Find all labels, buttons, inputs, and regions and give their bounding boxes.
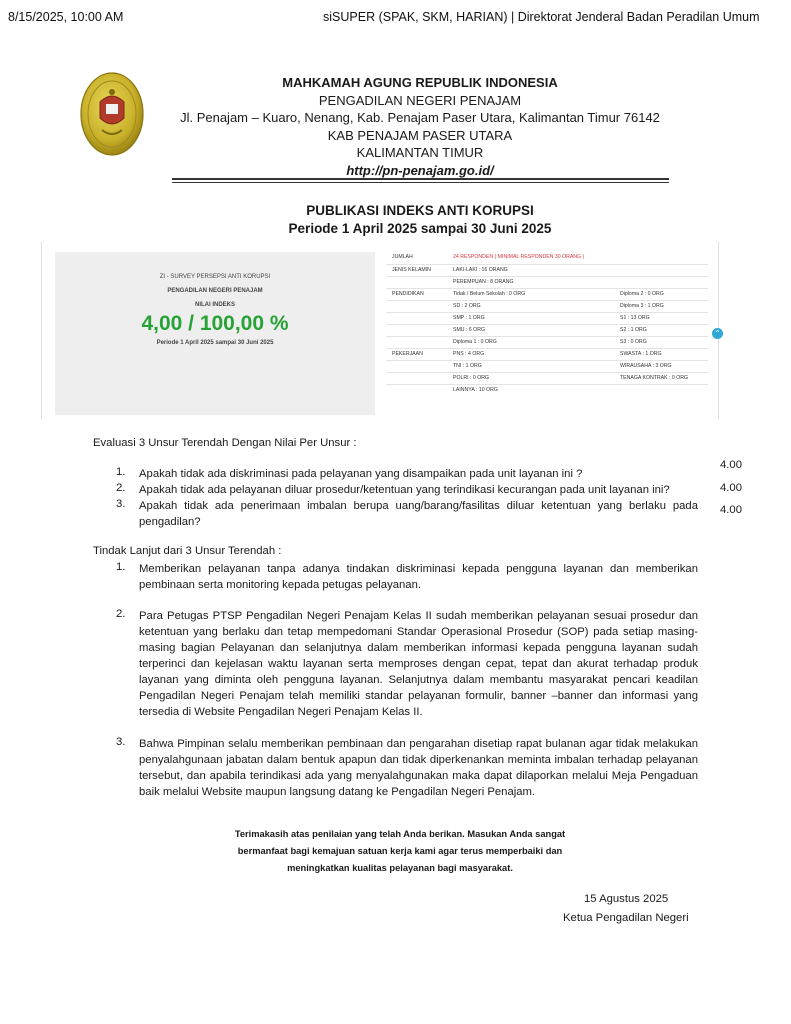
gender-label: JENIS KELAMIN xyxy=(392,267,431,273)
job-item: POLRI : 0 ORG xyxy=(453,375,490,381)
evaluation-number: 3. xyxy=(116,498,126,510)
followup-text: Bahwa Pimpinan selalu memberikan pembinaan dan pengarahan disetiap rapat bulanan agar tidak melakukan penyalahgunaan jabatan dalam bentuk apapun dan tidak diperkenankan meminta imbalan terhadap pelayanan tersebut, dan apabila terindikasi ada yang menyalahgunakan maka dapat dilaporkan melalui Meja Pengaduan baik melalui Website maupun langsung datang ke Pengadilan Negeri Penajam. xyxy=(139,738,698,798)
followup-number: 3. xyxy=(116,736,126,748)
letterhead-court: PENGADILAN NEGERI PENAJAM xyxy=(318,92,522,108)
edu-item: Diploma 2 : 0 ORG xyxy=(620,291,664,297)
letterhead-institution: MAHKAMAH AGUNG REPUBLIK INDONESIA xyxy=(282,75,558,90)
signatory-title: Ketua Pengadilan Negeri xyxy=(563,912,689,924)
letterhead-province: KALIMANTAN TIMUR xyxy=(356,145,484,161)
letterhead-divider xyxy=(172,178,669,180)
survey-name: ZI - SURVEY PERSEPSI ANTI KORUPSI xyxy=(159,274,271,280)
letterhead xyxy=(170,74,670,180)
survey-court: PENGADILAN NEGERI PENAJAM xyxy=(167,288,263,294)
job-label: PEKERJAAN xyxy=(392,351,423,357)
evaluation-question: Apakah tidak ada pelayanan diluar prosedur/ketentuan yang terindikasi kecurangan pada unit layanan ini? xyxy=(139,484,670,496)
index-label: NILAI INDEKS xyxy=(194,302,235,308)
evaluation-number: 1. xyxy=(116,466,126,478)
followup-heading: Tindak Lanjut dari 3 Unsur Terendah : xyxy=(93,545,282,557)
edu-item: Diploma 3 : 1 ORG xyxy=(620,303,664,309)
evaluation-score: 4.00 xyxy=(720,482,742,494)
job-item: WIRAUSAHA : 3 ORG xyxy=(620,363,672,369)
thanks-line: Terimakasih atas penilaian yang telah Anda berikan. Masukan Anda sangat xyxy=(234,829,566,839)
index-period: Periode 1 April 2025 sampai 30 Juni 2025 xyxy=(156,340,274,346)
thanks-line: meningkatkan kualitas pelayanan bagi masyarakat. xyxy=(287,863,513,873)
edu-item: SD : 2 ORG xyxy=(453,303,481,309)
index-panel xyxy=(55,252,375,415)
publication-title: PUBLIKASI INDEKS ANTI KORUPSI xyxy=(306,203,534,218)
letterhead-regency: KAB PENAJAM PASER UTARA xyxy=(327,127,513,143)
gender-male: LAKI-LAKI : 16 ORANG xyxy=(453,267,508,273)
edu-item: SMP : 1 ORG xyxy=(453,315,485,321)
letterhead-divider-thin xyxy=(172,182,669,183)
scroll-up-button[interactable]: ⌃ xyxy=(712,328,723,339)
edu-item: S1 : 13 ORG xyxy=(620,315,650,321)
index-value: 4,00 / 100,00 % xyxy=(141,312,289,335)
edu-item: Tidak / Belum Sekolah : 0 ORG xyxy=(453,291,526,297)
survey-screenshot xyxy=(41,242,719,419)
signature-date: 15 Agustus 2025 xyxy=(584,893,669,905)
thanks-line: bermanfaat bagi kemajuan satuan kerja kami agar terus memperbaiki dan xyxy=(237,846,563,856)
followup-text: Memberikan pelayanan tanpa adanya tindakan diskriminasi kepada pengguna layanan dan memberikan pembinaan serta monitoring kepada petugas pelayanan. xyxy=(139,563,698,591)
evaluation-score: 4.00 xyxy=(720,504,742,516)
evaluation-heading: Evaluasi 3 Unsur Terendah Dengan Nilai Per Unsur : xyxy=(93,437,357,449)
evaluation-question: Apakah tidak ada diskriminasi pada pelayanan yang disampaikan pada unit layanan ini ? xyxy=(139,468,583,480)
evaluation-score: 4.00 xyxy=(720,459,742,471)
education-label: PENDIDIKAN xyxy=(392,291,424,297)
gender-female: PEREMPUAN : 8 ORANG xyxy=(453,279,514,285)
edu-item: S3 : 0 ORG xyxy=(620,339,647,345)
publication-period: Periode 1 April 2025 sampai 30 Juni 2025 xyxy=(288,221,552,236)
job-item: LAINNYA : 10 ORG xyxy=(453,387,498,393)
evaluation-question: Apakah tidak ada penerimaan imbalan berupa uang/barang/fasilitas diluar ketentuan yang berlaku pada pengadilan? xyxy=(139,500,698,528)
edu-item: SMU : 6 ORG xyxy=(453,327,485,333)
print-page-title: siSUPER (SPAK, SKM, HARIAN) | Direktorat Jenderal Badan Peradilan Umum xyxy=(323,10,760,24)
job-item: PNS : 4 ORG xyxy=(453,351,485,357)
evaluation-number: 2. xyxy=(116,482,126,494)
jumlah-label: JUMLAH xyxy=(392,254,413,260)
letterhead-website: http://pn-penajam.go.id/ xyxy=(346,162,494,178)
followup-number: 1. xyxy=(116,561,126,573)
closing-thanks xyxy=(170,826,630,877)
print-datetime: 8/15/2025, 10:00 AM xyxy=(8,10,124,24)
job-item: SWASTA : 1 ORG xyxy=(620,351,662,357)
edu-item: S2 : 1 ORG xyxy=(620,327,647,333)
edu-item: Diploma 1 : 0 ORG xyxy=(453,339,497,345)
letterhead-address: Jl. Penajam – Kuaro, Nenang, Kab. Penajam Paser Utara, Kalimantan Timur 76142 xyxy=(180,110,660,126)
followup-number: 2. xyxy=(116,608,126,620)
job-item: TENAGA KONTRAK : 0 ORG xyxy=(620,375,689,381)
followup-text: Para Petugas PTSP Pengadilan Negeri Penajam Kelas II sudah memberikan pelayanan sesuai prosedur dan ketentuan yang berlaku dan tetap mempedomani Standar Operasional Prosedur (SOP) pada setiap masing-masing bagian Pelayanan dan selanjutnya dalam memberikan informasi kepada pengguna layanan sudah terperinci dan kejelasan waktu layanan serta memproses dengan cepat, tepat dan akurat terhadap produk layanan yang diminta oleh pengguna layanan. Selanjutnya dalam membantu masyarakat pencari keadilan Pengadilan Negeri Penajam telah memiliki standar pelayanan formulir, banner –banner dan informasi yang tersedia di Website Pengadilan Negeri Penajam Kelas II. xyxy=(139,610,698,718)
job-item: TNI : 1 ORG xyxy=(453,363,482,369)
court-seal-logo xyxy=(80,72,144,156)
jumlah-value: 24 RESPONDEN ( MINIMAL RESPONDEN 30 ORANG ) xyxy=(453,254,585,260)
